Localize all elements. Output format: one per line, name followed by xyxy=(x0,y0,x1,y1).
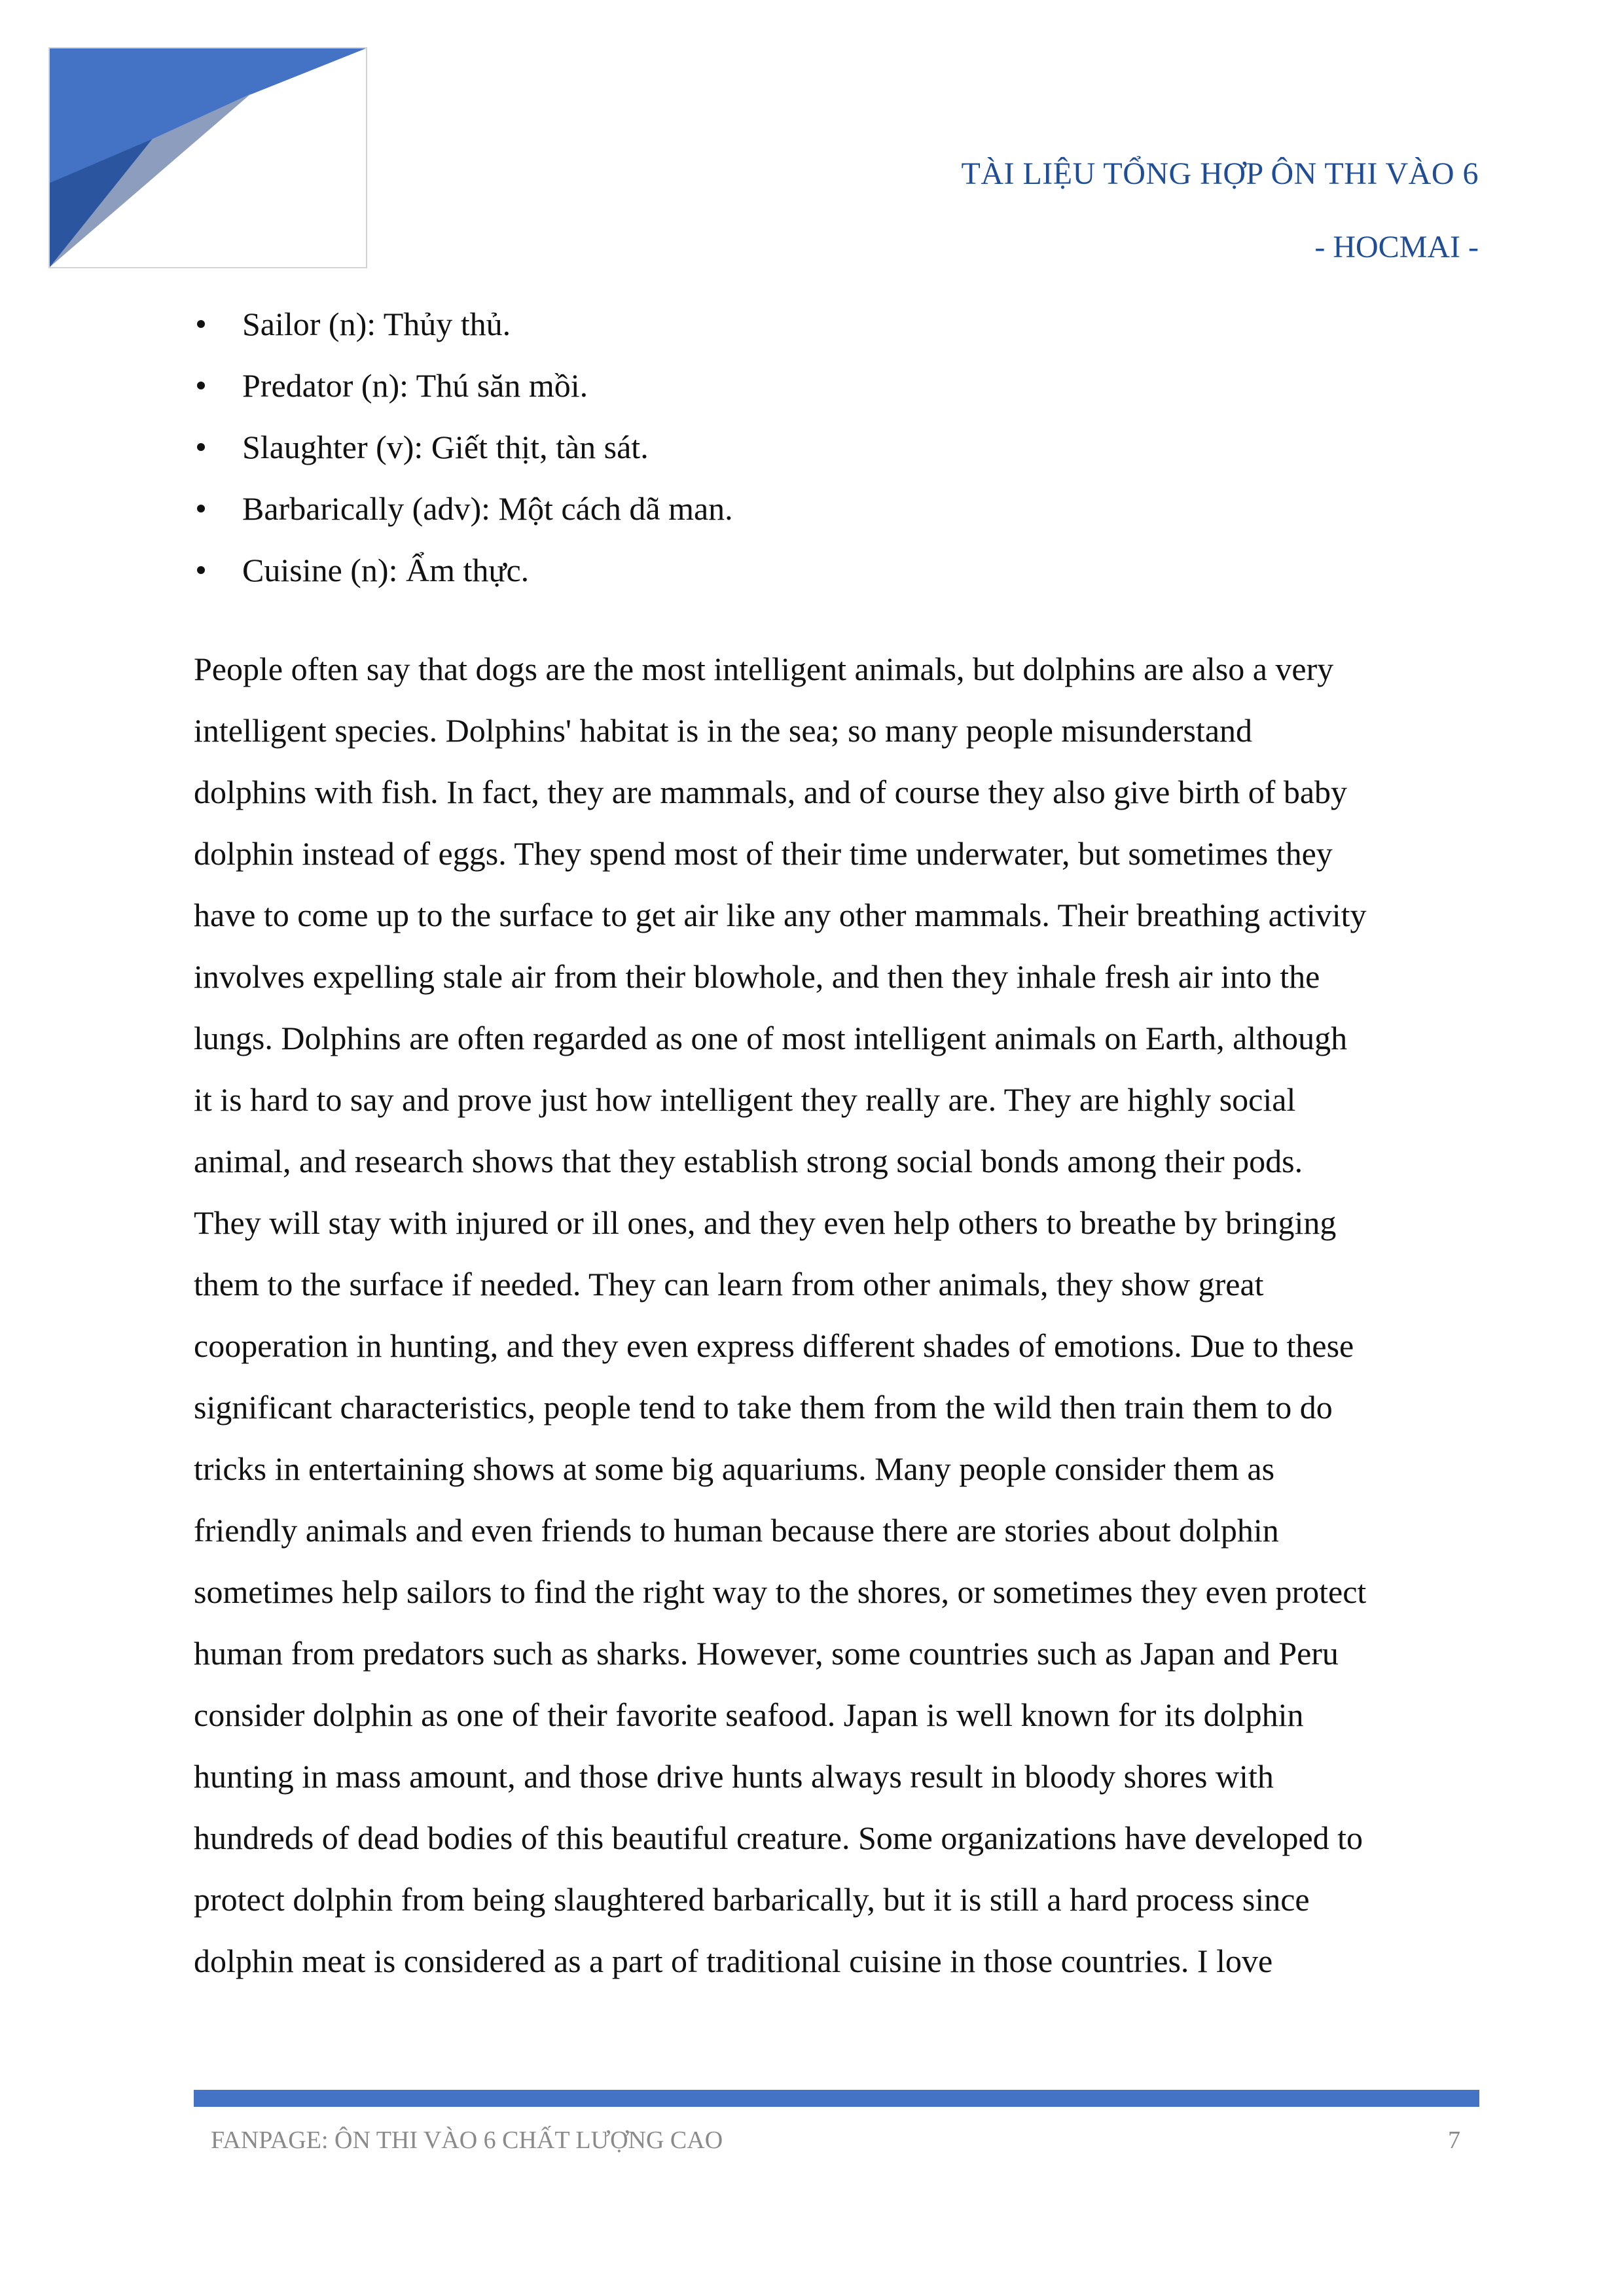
passage-line: tricks in entertaining shows at some big aquariums. Many people consider them as xyxy=(194,1450,1275,1487)
passage-line: animal, and research shows that they establish strong social bonds among their pods. xyxy=(194,1143,1303,1179)
vocabulary-item xyxy=(242,355,1486,416)
passage-line: dolphin meat is considered as a part of traditional cuisine in those countries. I love xyxy=(194,1943,1273,1979)
footer-rule xyxy=(194,2090,1479,2107)
vocabulary-text: Sailor (n): Thủy thủ. xyxy=(242,306,511,342)
bullet-icon xyxy=(197,443,205,451)
passage-line: them to the surface if needed. They can learn from other animals, they show great xyxy=(194,1266,1264,1302)
header-subtitle: - HOCMAI - xyxy=(1314,230,1479,264)
footer-text: FANPAGE: ÔN THI VÀO 6 CHẤT LƯỢNG CAO xyxy=(211,2126,723,2154)
vocabulary-text: Barbarically (adv): Một cách dã man. xyxy=(242,490,733,527)
vocabulary-list xyxy=(242,293,1486,601)
passage-line: lungs. Dolphins are often regarded as one of most intelligent animals on Earth, although xyxy=(194,1020,1348,1056)
logo-shape-main xyxy=(50,48,366,267)
passage-line: it is hard to say and prove just how intelligent they really are. They are highly social xyxy=(194,1081,1296,1118)
logo xyxy=(48,47,367,268)
vocabulary-text: Slaughter (v): Giết thịt, tàn sát. xyxy=(242,429,649,465)
page-number: 7 xyxy=(1448,2126,1460,2154)
passage-line: intelligent species. Dolphins' habitat is in the sea; so many people misunderstand xyxy=(194,712,1253,749)
passage-line: sometimes help sailors to find the right way to the shores, or sometimes they even protect xyxy=(194,1573,1367,1610)
passage-line: People often say that dogs are the most intelligent animals, but dolphins are also a very xyxy=(194,651,1334,687)
bullet-icon xyxy=(197,505,205,512)
passage-line: significant characteristics, people tend to take them from the wild then train them to do xyxy=(194,1389,1333,1426)
vocabulary-item xyxy=(242,478,1486,539)
vocabulary-item xyxy=(242,539,1486,601)
passage-line: dolphins with fish. In fact, they are mammals, and of course they also give birth of baby xyxy=(194,774,1348,810)
passage-line: have to come up to the surface to get air like any other mammals. Their breathing activity xyxy=(194,897,1367,933)
logo-graphic xyxy=(50,48,366,267)
passage-line: involves expelling stale air from their blowhole, and then they inhale fresh air into the xyxy=(194,958,1320,995)
header-title: TÀI LIỆU TỔNG HỢP ÔN THI VÀO 6 xyxy=(961,156,1479,191)
vocabulary-text: Predator (n): Thú săn mồi. xyxy=(242,367,588,404)
bullet-icon xyxy=(197,320,205,328)
passage-line: human from predators such as sharks. However, some countries such as Japan and Peru xyxy=(194,1635,1339,1672)
passage-line: protect dolphin from being slaughtered barbarically, but it is still a hard process since xyxy=(194,1881,1310,1918)
bullet-icon xyxy=(197,566,205,574)
passage-line: friendly animals and even friends to human because there are stories about dolphin xyxy=(194,1512,1279,1549)
passage-line: dolphin instead of eggs. They spend most of their time underwater, but sometimes they xyxy=(194,835,1333,872)
bullet-icon xyxy=(197,382,205,389)
passage-line: hundreds of dead bodies of this beautiful creature. Some organizations have developed to xyxy=(194,1820,1363,1856)
vocabulary-text: Cuisine (n): Ẩm thực. xyxy=(242,552,530,588)
passage-line: cooperation in hunting, and they even express different shades of emotions. Due to these xyxy=(194,1327,1354,1364)
reading-passage xyxy=(194,638,1479,1992)
passage-line: They will stay with injured or ill ones, and they even help others to breathe by bringing xyxy=(194,1204,1337,1241)
passage-line: hunting in mass amount, and those drive hunts always result in bloody shores with xyxy=(194,1758,1274,1795)
vocabulary-item xyxy=(242,293,1486,355)
passage-line: consider dolphin as one of their favorite seafood. Japan is well known for its dolphin xyxy=(194,1696,1304,1733)
vocabulary-item xyxy=(242,416,1486,478)
